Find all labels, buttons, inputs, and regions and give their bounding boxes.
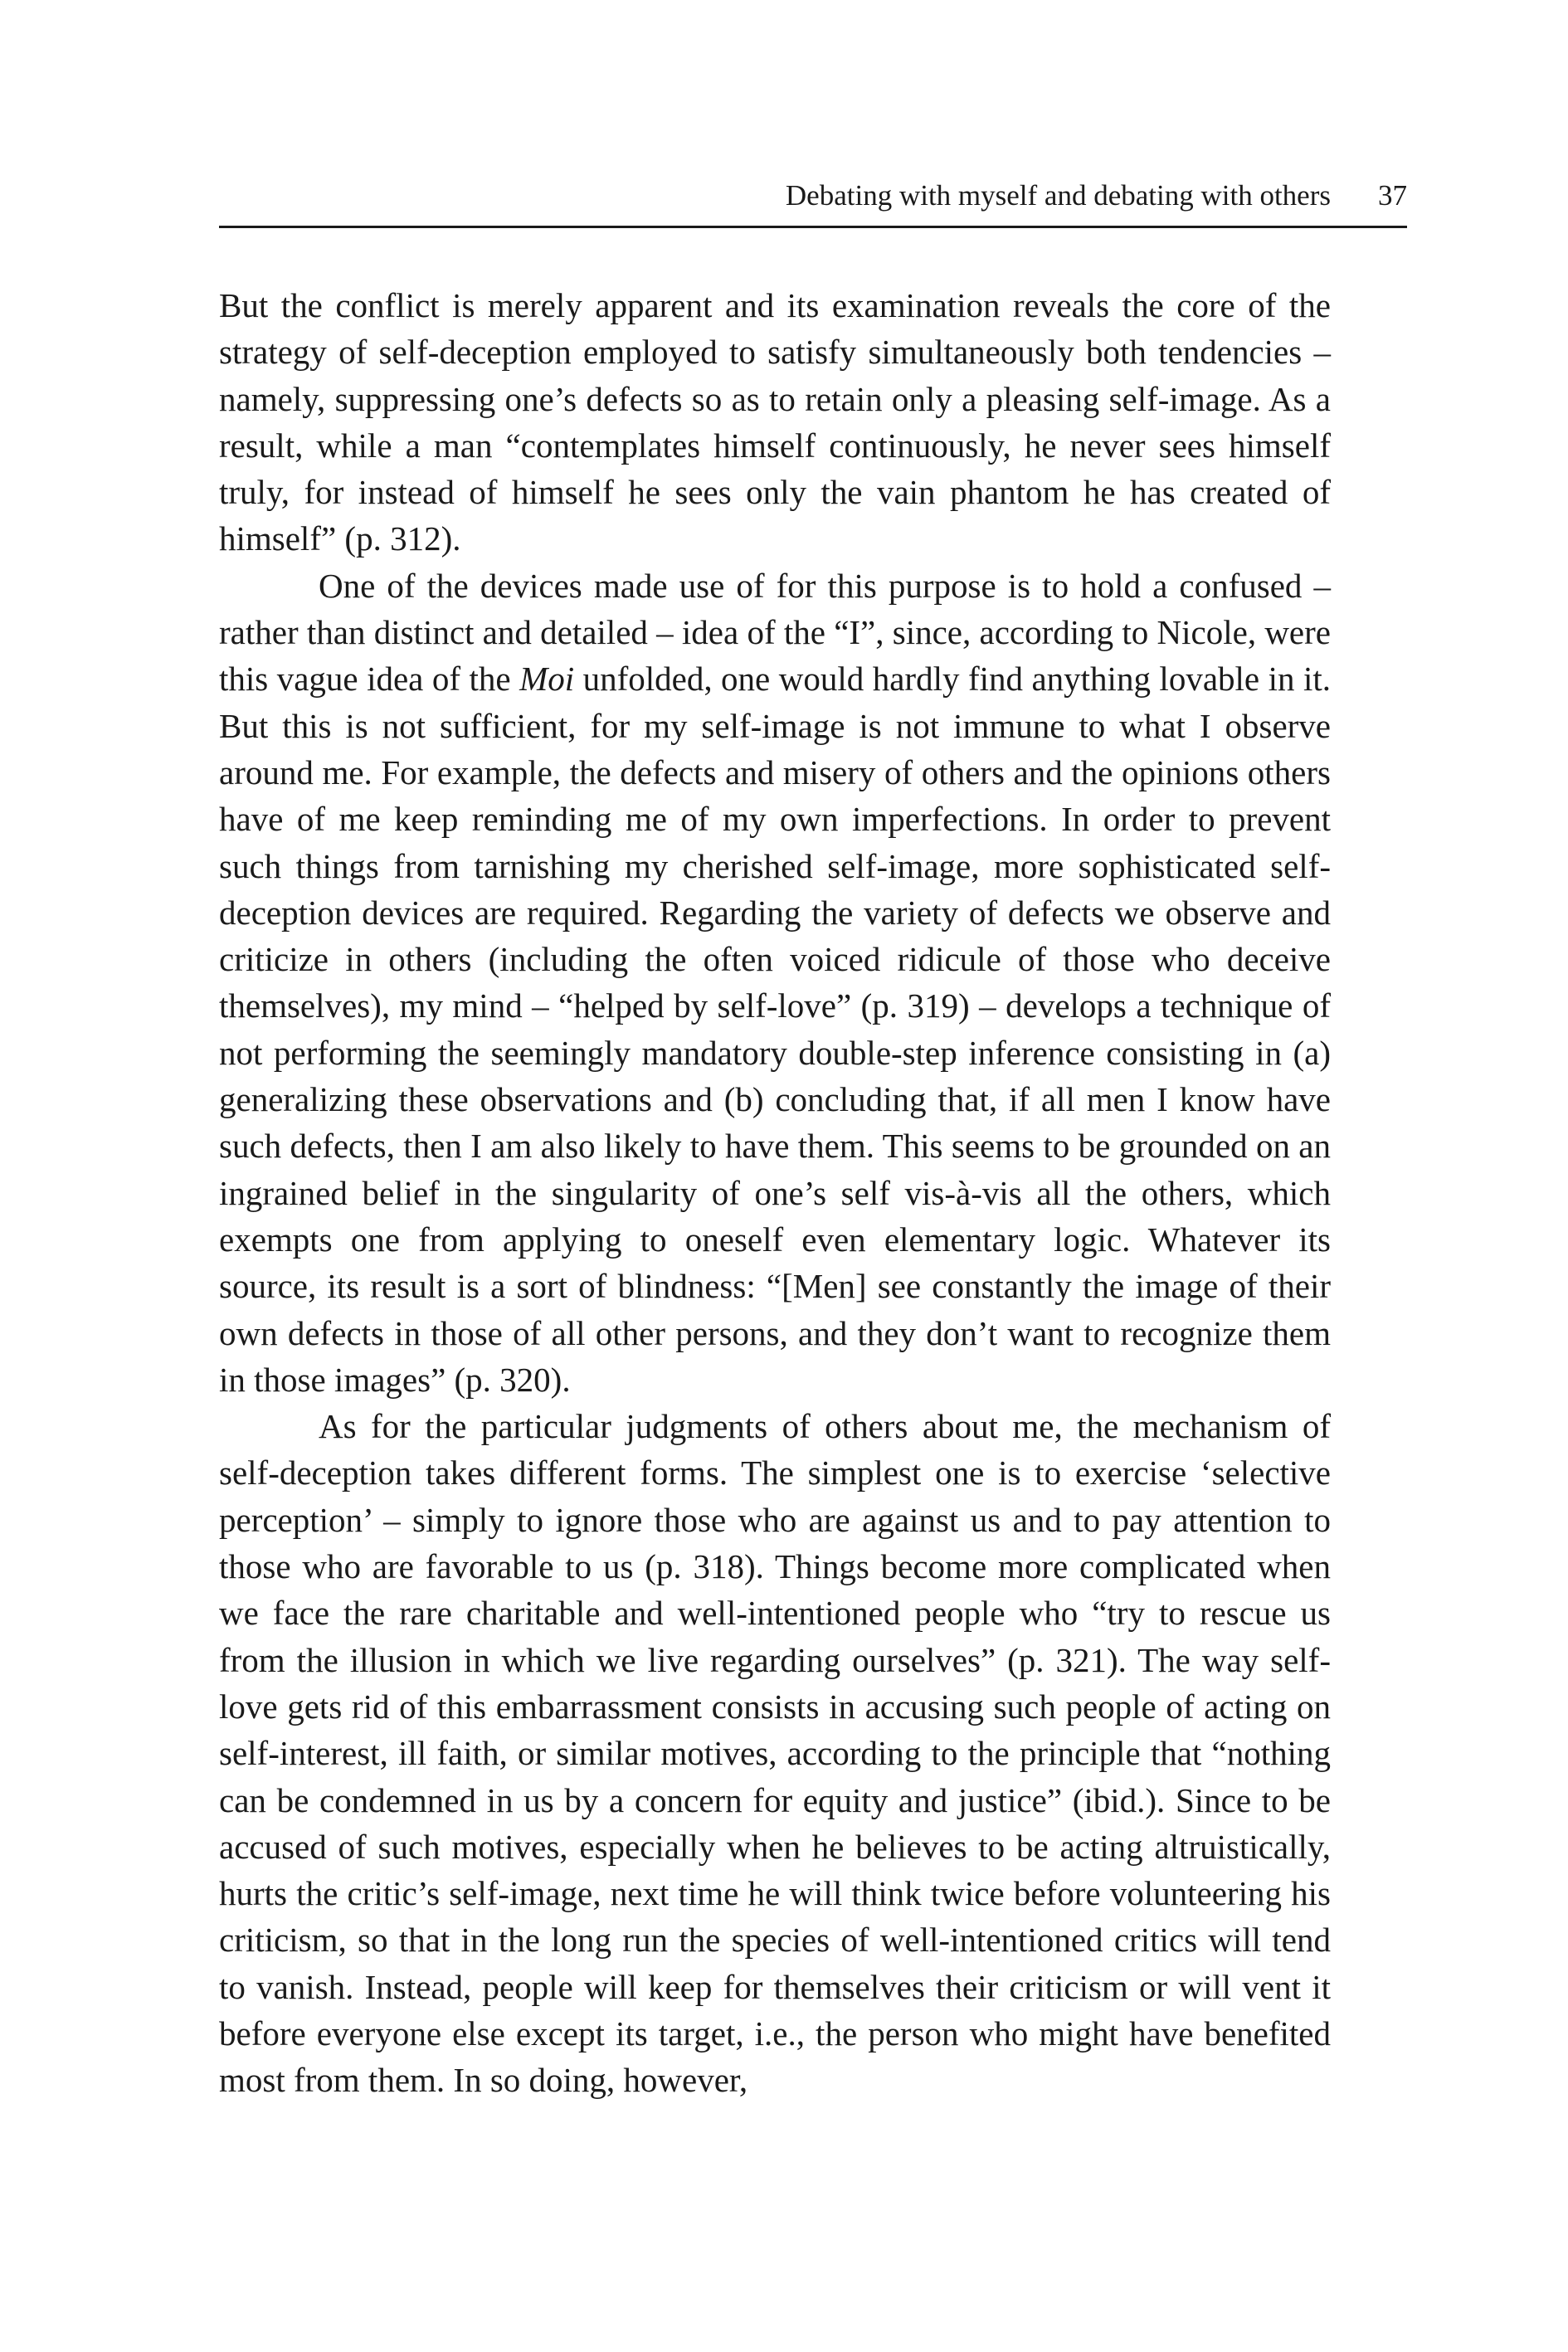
- paragraph-3: As for the particular judgments of others about me, the mechanism of self-deception takes different forms. The simplest one is to exercise ‘selective perception’ – simply to ignore those who are against us and to pay attention to those who are favorable to us (p. 318). Things become more complicated when we face the rare charitable and well-intentioned people who “try to rescue us from the illusion in which we live regarding ourselves” (p. 321). The way self-love gets rid of this embarrassment consists in accusing such people of acting on self-interest, ill faith, or similar motives, according to the principle that “nothing can be condemned in us by a concern for equity and justice” (ibid.). Since to be accused of such motives, especially when he believes to be acting altruistically, hurts the critic’s self-image, next time he will think twice before volunteering his criticism, so that in the long run the species of well-intentioned critics will tend to vanish. Instead, people will keep for themselves their criticism or will vent it before everyone else except its target, i.e., the person who might have benefited most from them. In so doing, however,: [219, 1407, 1331, 2100]
- paragraph-2-italic-moi: Moi: [519, 660, 575, 699]
- running-title: Debating with myself and debating with others: [785, 179, 1331, 212]
- paragraph-2-text-start: One of the devices made use of for this purpose is to hold a confused – rather than distinct and detailed – idea of the “I”, since, according to Nicole, were this vague idea of the: [219, 566, 1331, 699]
- paragraph-2: [219, 562, 1331, 1403]
- running-head: [219, 171, 1407, 221]
- header-rule: [219, 226, 1407, 228]
- page-number: 37: [1378, 179, 1407, 212]
- paragraph-1: But the conflict is merely apparent and its examination reveals the core of the strategy of self-deception employed to satisfy simultaneously both tendencies – namely, suppressing one’s defects so as to retain only a pleasing self-image. As a result, while a man “contemplates himself continuously, he never sees himself truly, for instead of himself he sees only the vain phantom he has created of himself” (p. 312).: [219, 286, 1331, 558]
- paragraph-2-text-end: unfolded, one would hardly find anything lovable in it. But this is not sufficient, for my self-image is not immune to what I observe around me. For example, the defects and misery of others and the opinions others have of me keep reminding me of my own imperfections. In order to prevent such things from tarnishing my cherished self-image, more sophisticated self-deception devices are required. Regarding the variety of defects we observe and criticize in others (including the often voiced ridicule of those who deceive themselves), my mind – “helped by self-love” (p. 319) – develops a technique of not performing the seemingly mandatory double-step inference consisting in (a) generalizing these observations and (b) concluding that, if all men I know have such defects, then I am also likely to have them. This seems to be grounded on an ingrained belief in the singularity of one’s self vis-à-vis all the others, which exempts one from applying to oneself even elementary logic. Whatever its source, its result is a sort of blindness: “[Men] see constantly the image of their own defects in those of all other persons, and they don’t want to recognize them in those images” (p. 320).: [219, 660, 1331, 1399]
- body-text: [219, 282, 1331, 2104]
